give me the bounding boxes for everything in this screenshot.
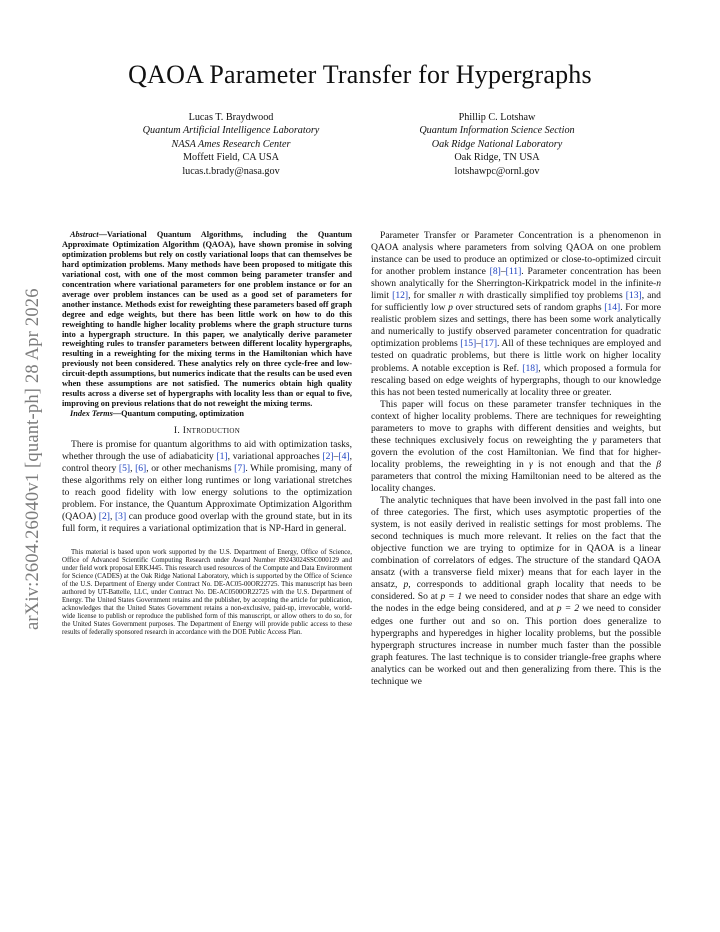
citation-link[interactable]: [8]	[489, 266, 501, 278]
citation-link[interactable]: [2]	[98, 511, 110, 523]
index-terms-label: Index Terms	[70, 409, 113, 419]
citation-link[interactable]: [3]	[114, 511, 127, 523]
arxiv-identifier	[6, 242, 50, 632]
citation-link[interactable]: [5]	[118, 463, 131, 475]
abstract	[62, 230, 352, 409]
author-block-1	[116, 111, 346, 178]
body-paragraph: The analytic techniques that have been involved in the past fall into one of three categories. The first, which uses asymptotic properties of the system, is not easily derived in realistic settings for most problems. The second techniques is much more relevant. It relies on the fact that the objective function we are trying to optimize for in QAOA is a linear combination of correlators of edges. The structure of the standard QAOA ansatz (with a transverse field mixer) means that for each layer in the ansatz, p, corresponds to additional graph locality that needs to be considered. So at p = 1 we need to consider nodes that share an edge with the nodes in the edge being considered, and at p = 2 we need to consider edges one further out and so on. This portion does generalize to hypergraphs and hyperedges in higher locality problems, but the possible hypergraph structures increase in number much faster than the possible graph features. The last technique is to consider triangle-free graphs where analytics can be worked out and then generalizing from there. This is the technique we	[371, 495, 662, 687]
author-block-2	[382, 111, 612, 178]
author-name: Phillip C. Lotshaw	[458, 112, 536, 123]
body-paragraph: Parameter Transfer or Parameter Concentration is a phenomenon in QAOA analysis where parameters from solving QAOA on one problem instance can be used to produce an optimized or close-to-optimized circuit for another problem instance [8]–[11]. Parameter concentration has been shown analytically for the Sherrington-Kirkpatrick model in the infinite-n limit [12], for smaller n with drastically simplified toy problems [13], and for sufficiently low p over structured sets of random graphs [14]. For more realistic problem sizes and settings, there has been some work analytically and numerically to justify observed parameter concentration for quadratic optimization problems [15]–[17]. All of these techniques are employed and tested on quadratic problems, but there is little work on higher locality problems. A notable exception is Ref. [18], which proposed a formula for rescaling based on edge weights of hypergraphs, though to our knowledge this has not been tested numerically at locality three or greater.	[371, 230, 661, 398]
author-institution: NASA Ames Research Center	[171, 138, 291, 150]
citation-link[interactable]: [18]	[522, 362, 539, 374]
citation-link[interactable]: [11]	[505, 266, 522, 278]
citation-link[interactable]: [17]	[481, 338, 498, 350]
citation-link[interactable]: [12]	[392, 290, 409, 302]
citation-link[interactable]: [14]	[604, 302, 621, 314]
author-email[interactable]: lotshawpc@ornl.gov	[454, 165, 540, 177]
arxiv-identifier-text: arXiv:2604.26040v1 [quant-ph] 28 Apr 2026	[23, 288, 43, 630]
citation-link[interactable]: [4]	[338, 451, 350, 463]
index-terms-text: —Quantum computing, optimization	[112, 409, 244, 419]
abstract-text: —Variational Quantum Algorithms, including the Quantum Approximate Optimization Algorithm (QAOA), have shown promise in solving optimization problems but rely on costly variational loops that can themselves be hard optimization problems. Many methods have been proposed to mitigate this variational cost, with one of the most common being parameter transfer and concentration where variational parameters for one problem instance or for an average over problem instances can be used as a good set of parameters for another instance. Methods exist for reweighting these parameters based off graph degree and edge weights, but there has been little work on how to do this reweighting to handle higher locality problems where the graph structure turns into a hypergraph structure. In this paper, we analytically derive parameter reweighting rules to transfer parameters between different locality hypergraphs, resulting in a reweighting for the mixing terms in the Hamiltonian which have previously not been considered. These analytics rely on three cycle-free and low-circuit-depth assumptions, but numerics indicate that the results can be used even when these assumptions are not satisfied. The numerics obtain high quality results across a diverse set of hypergraphs with locality less than or equal to five, improving on previous relations that do not reweight the mixing terms.	[62, 230, 352, 409]
paper-title: QAOA Parameter Transfer for Hypergraphs	[128, 60, 592, 89]
author-affiliation: Quantum Information Science Section	[419, 125, 575, 137]
left-column	[62, 230, 352, 638]
index-terms	[62, 409, 352, 419]
section-heading: I. Introduction	[173, 425, 241, 437]
citation-link[interactable]: [6]	[135, 463, 147, 475]
citation-link[interactable]: [13]	[625, 290, 642, 302]
abstract-label: Abstract	[70, 230, 99, 239]
author-name: Lucas T. Braydwood	[188, 112, 274, 123]
right-column	[371, 230, 661, 688]
author-institution: Oak Ridge National Laboratory	[431, 138, 563, 150]
footnote: This material is based upon work supported by the U.S. Department of Energy, Office of Science, Office of Advanced Scientific Computing Research under Award Number 89243024SSC000129 and under field work proposal ERKJ445. This research used resources of the Compute and Data Environment for Science (CADES) at the Oak Ridge National Laboratory, which is supported by the Office of Science of the U.S. Department of Energy under Contract No. DE-AC05-00OR22725. This manuscript has been authored by UT-Battelle, LLC, under Contract No. DE-AC0500OR22725 with the U.S. Department of Energy. The United States Government retains and the publisher, by accepting the article for publication, acknowledges that the United States Government retains a non-exclusive, paid-up, irrevocable, world-wide license to publish or reproduce the published form of this manuscript, or allow others to do so, for the United States Government purposes. The Department of Energy will provide public access to these results of federally sponsored research in accordance with the DOE Public Access Plan.	[62, 548, 352, 637]
author-location: Moffett Field, CA USA	[182, 152, 280, 164]
author-location: Oak Ridge, TN USA	[454, 152, 540, 164]
body-paragraph: This paper will focus on these parameter transfer techniques in the context of higher locality problems. There are techniques for reweighting parameters to move to graphs with different densities and weights, but these techniques exclusively focus on reweighting the γ parameters that govern the evolution of the cost Hamiltonian. We find that for higher-locality problems, the reweighting in γ is not enough and that the β parameters that control the mixing Hamiltonian need to be altered as the locality changes.	[371, 398, 662, 494]
citation-link[interactable]: [7]	[234, 463, 246, 475]
author-email[interactable]: lucas.t.brady@nasa.gov	[182, 165, 280, 177]
intro-paragraph: There is promise for quantum algorithms to aid with optimization tasks, whether through the use of adiabaticity [1], variational approaches [2]–[4], control theory [5], [6], or other mechanisms [7]. While promising, many of these algorithms rely on either long runtimes or long variational stretches to reach good fidelity with low energy solutions to the optimization problem. For instance, the Quantum Approximate Optimization Algorithm (QAOA) [2], [3] can produce good overlap with the ground state, but in its full form, it requires a variational optimization that is NP-Hard in general.	[62, 439, 353, 535]
citation-link[interactable]: [15]	[460, 338, 477, 350]
citation-link[interactable]: [2]	[322, 451, 334, 463]
author-affiliation: Quantum Artificial Intelligence Laboratory	[142, 125, 320, 137]
citation-link[interactable]: [1]	[216, 451, 228, 463]
